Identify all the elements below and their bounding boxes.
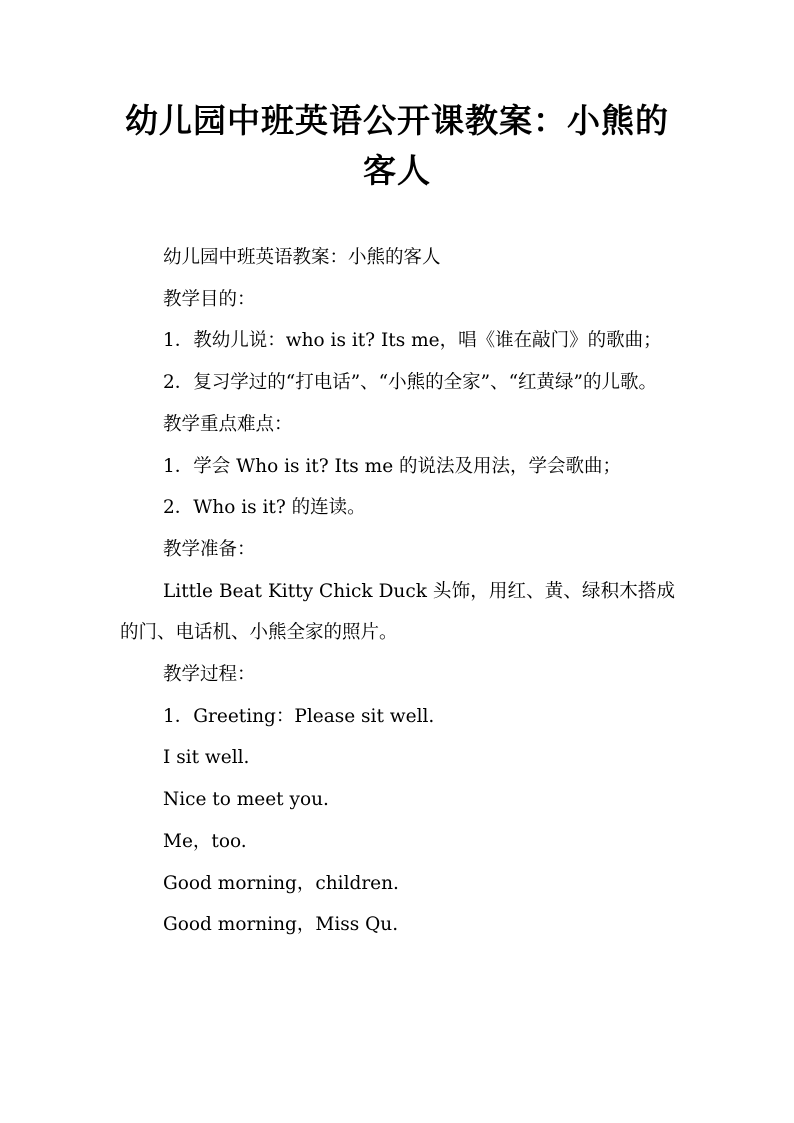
paragraph: 教学准备： [163, 538, 256, 560]
paragraph: Little Beat Kitty Chick Duck 头饰，用红、黄、绿积木搭成的门、电话机、小熊全家的照片。 [120, 580, 675, 644]
document-body [120, 237, 675, 946]
paragraph: 幼儿园中班英语教案：小熊的客人 [163, 247, 441, 268]
paragraph: 1．学会 Who is it? Its me 的说法及用法，学会歌曲； [163, 455, 622, 477]
document-title: 幼儿园中班英语公开课教案：小熊的客人 [125, 101, 669, 190]
paragraph: I sit well. [163, 747, 250, 769]
paragraph: 教学重点难点： [163, 413, 293, 435]
paragraph: Nice to meet you. [163, 789, 329, 811]
paragraph: Good morning，Miss Qu. [163, 914, 399, 936]
paragraph: 2．Who is it? 的连读。 [163, 497, 366, 519]
paragraph: 1．Greeting：Please sit well. [163, 705, 435, 727]
paragraph: 2．复习学过的“打电话”、“小熊的全家”、“红黄绿”的儿歌。 [163, 372, 658, 394]
paragraph: Me，too. [163, 830, 247, 852]
paragraph: 教学过程： [163, 664, 256, 686]
paragraph: 教学目的： [163, 288, 256, 310]
paragraph: Good morning，children. [163, 872, 399, 894]
paragraph: 1．教幼儿说：who is it? Its me，唱《谁在敲门》的歌曲； [163, 330, 662, 352]
